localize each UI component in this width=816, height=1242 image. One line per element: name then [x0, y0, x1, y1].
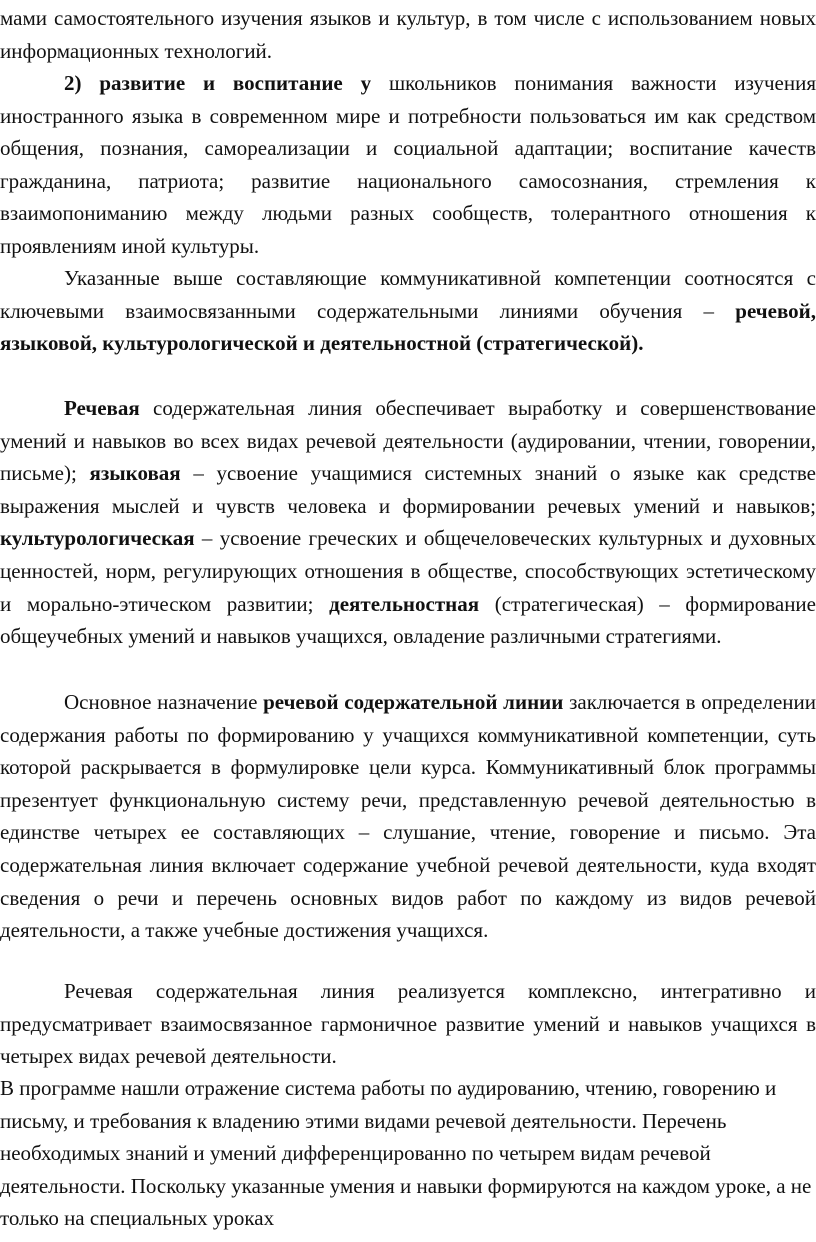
paragraph-implementation [0, 975, 816, 1073]
bold-lead: 2) развитие и воспитание у [64, 71, 372, 95]
bold-term-cultural: культурологическая [0, 526, 195, 551]
bold-speech-content-line: речевой содержательной линии [263, 690, 564, 714]
paragraph-content-lines [0, 262, 816, 360]
paragraph-speech-line [0, 392, 816, 653]
paragraph-text: Указанные выше составляющие коммуникативной компетенции соотносятся с ключевыми взаимосвязанными содержательными линиями обучения – [0, 266, 816, 323]
bold-content-lines: речевой, языковой, культурологической и деятельностной (стратегической). [0, 298, 816, 356]
bold-term-speech: Речевая [64, 396, 140, 420]
paragraph-text: содержательная линия обеспечивает выработку и совершенствование умений и навыков во всех видах речевой деятельности (аудировании, чтении, говорении, письме); [0, 396, 816, 486]
paragraph-text: школьников понимания важности изучения иностранного языка в современном мире и потребности пользоваться им как средством общения, познания, самореализации и социальной адаптации; воспитание качеств гражданина, патриота; развитие национального самосознания, стремления к взаимопониманию между людьми разных сообществ, толерантного отношения к проявлениям иной культуры. [0, 71, 816, 258]
paragraph-text: В программе нашли отражение система работы по аудированию, чтению, говорению и письму, и требования к владению этими видами речевой деятельности. Перечень необходимых знаний и умений дифференцированно по четырем видам речевой деятельности. Поскольку указанные умения и навыки формируются на каждом уроке, а не только на специальных уроках [0, 1076, 812, 1231]
paragraph-continuation [0, 2, 816, 67]
paragraph-text: Речевая содержательная линия реализуется комплексно, интегративно и предусматривает взаимосвязанное гармоничное развитие умений и навыков учащихся в четырех видах речевой деятельности. [0, 979, 816, 1069]
bold-term-language: языковая [89, 461, 181, 486]
paragraph-text: (стратегическая) – формирование общеучебных умений и навыков учащихся, овладение различными стратегиями. [0, 591, 816, 649]
paragraph-text: мами самостоятельного изучения языков и культур, в том числе с использованием новых информационных технологий. [0, 6, 816, 63]
paragraph-program [0, 1072, 816, 1235]
paragraph-text: заключается в определении содержания работы по формированию у учащихся коммуникативной компетенции, суть которой раскрывается в формулировке цели курса. Коммуникативный блок программы презентует функциональную систему речи, представленную речевой деятельностью в единстве четырех ее составляющих – слушание, чтение, говорение и письмо. Эта содержательная линия включает содержание учебной речевой деятельности, куда входят сведения о речи и перечень основных видов работ по каждому из видов речевой деятельности, а также учебные достижения учащихся. [0, 690, 816, 943]
paragraph-main-purpose [0, 686, 816, 947]
bold-term-activity: деятельностная [329, 591, 480, 616]
paragraph-text: – усвоение греческих и общечеловеческих культурных и духовных ценностей, норм, регулирующих отношения в обществе, способствующих эстетическому и морально-этическом развитии; [0, 526, 816, 616]
paragraph-text: – усвоение учащимися системных знаний о языке как средстве выражения мыслей и чувств человека и формировании речевых умений и навыков; [0, 461, 816, 518]
paragraph-text: Основное назначение [64, 690, 264, 714]
paragraph-development-upbringing [0, 67, 816, 263]
